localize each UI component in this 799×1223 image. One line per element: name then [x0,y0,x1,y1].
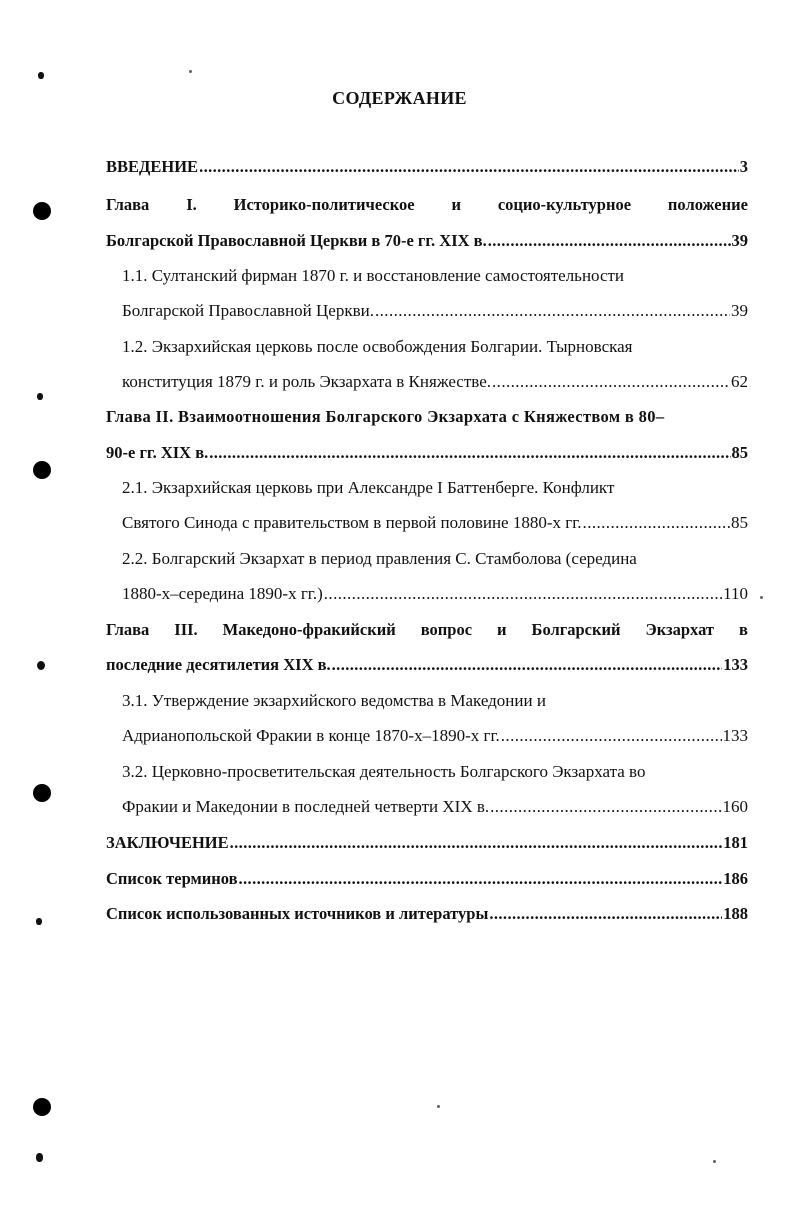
toc-entry-text: 1880-х–середина 1890-х гг.) [122,584,323,603]
toc-entry-2-2[interactable] [122,583,748,605]
binder-hole [33,1098,51,1116]
toc-entry-2-1[interactable] [122,512,748,534]
toc-entry-1-2-line1[interactable] [122,336,748,358]
toc-leader-dots [239,868,723,890]
toc-entry-3-1[interactable] [122,725,748,747]
toc-word: Болгарский [531,620,621,639]
scan-speck [437,1105,440,1108]
toc-word: Историко-политическое [233,195,415,214]
toc-entry-text: Болгарской Православной Церкви в 70-е гг. XIX в. [106,231,487,250]
toc-entry-2-2-line1[interactable] [122,548,748,570]
toc-leader-dots [492,371,730,393]
toc-page-number: 181 [723,833,748,852]
toc-word: социо-культурное [497,195,632,214]
toc-entry-1-2[interactable] [122,371,748,393]
toc-entry-text: ВВЕДЕНИЕ [106,157,199,176]
toc-entry-text: 2.1. Экзархийская церковь при Александре I Баттенберге. Конфликт [122,478,615,497]
toc-entry-text: Список использованных источников и литературы [106,904,489,923]
toc-entry-bibliography[interactable] [106,903,748,925]
toc-page-number: 186 [723,869,748,888]
toc-page-number: 85 [731,513,748,532]
toc-entry-text: 1.1. Султанский фирман 1870 г. и восстановление самостоятельности [122,266,625,285]
toc-entry-text: Список терминов [106,869,238,888]
toc-page-number: 85 [731,443,748,462]
toc-entry-3-2-line1[interactable] [122,761,748,783]
toc-entry-text: 3.1. Утверждение экзархийского ведомства в Македонии и [122,691,546,710]
toc-word: вопрос [420,620,473,639]
toc-page-number: 62 [731,372,748,391]
binder-hole [33,202,51,220]
toc-leader-dots [324,583,722,605]
toc-entry-text: 90-е гг. XIX в. [106,443,209,462]
toc-entry-3-2[interactable] [122,796,748,818]
scan-speck [36,918,42,925]
toc-page-number: 160 [722,797,748,816]
toc-word: Глава [106,195,150,214]
toc-leader-dots [230,832,723,854]
toc-page-number: 39 [731,231,748,250]
toc-page-number: 110 [723,584,748,603]
toc-entry-chapter-3[interactable] [106,654,748,676]
toc-entry-chapter-1[interactable] [106,230,748,252]
toc-word: в [738,620,748,639]
toc-entry-text: 1.2. Экзархийская церковь после освобождения Болгарии. Тырновская [122,337,633,356]
toc-page-number: 3 [739,157,748,176]
toc-entry-text: последние десятилетия XIX в. [106,655,331,674]
scan-speck [189,70,192,73]
scan-speck [37,661,45,670]
toc-entry-glossary[interactable] [106,868,748,890]
toc-entry-text: ЗАКЛЮЧЕНИЕ [106,833,229,852]
toc-word: I. [186,195,197,214]
toc-leader-dots [488,230,731,252]
toc-entry-chapter-2-line1[interactable] [106,406,748,428]
toc-entry-1-1[interactable] [122,300,748,322]
toc-entry-text: 2.2. Болгарский Экзархат в период правления С. Стамболова (середина [122,549,637,568]
scan-speck [760,596,763,599]
toc-entry-chapter-1-line1[interactable] [106,194,748,216]
toc-entry-introduction[interactable] [106,156,748,178]
toc-entry-text: Глава II. Взаимоотношения Болгарского Экзархата с Княжеством в 80– [106,407,665,426]
toc-page-number: 133 [723,655,748,674]
toc-leader-dots [375,300,730,322]
toc-entry-chapter-3-line1[interactable] [106,619,748,641]
toc-entry-text: 3.2. Церковно-просветительская деятельность Болгарского Экзархата во [122,762,646,781]
toc-word: Македоно-фракийский [222,620,396,639]
scan-speck [38,72,44,79]
toc-leader-dots [209,442,730,464]
toc-entry-1-1-line1[interactable] [122,265,748,287]
toc-word: и [451,195,461,214]
toc-leader-dots [501,725,722,747]
binder-hole [33,461,51,479]
scan-speck [36,1153,43,1162]
scan-speck [713,1160,716,1163]
binder-hole [33,784,51,802]
scan-speck [37,393,43,400]
toc-page-number: 39 [731,301,748,320]
toc-leader-dots [199,156,739,178]
toc-word: и [497,620,507,639]
toc-leader-dots [583,512,730,534]
toc-entry-conclusion[interactable] [106,832,748,854]
toc-page-number: 133 [722,726,748,745]
toc-word: Глава [106,620,150,639]
toc-word: положение [667,195,748,214]
page-title: СОДЕРЖАНИЕ [332,88,467,108]
toc-word: Экзархат [645,620,714,639]
toc-leader-dots [332,654,723,676]
toc-entry-text: Адрианопольской Фракии в конце 1870-х–1890-х гг. [122,726,500,745]
toc-entry-text: конституция 1879 г. и роль Экзархата в Княжестве. [122,372,492,391]
toc-entry-3-1-line1[interactable] [122,690,748,712]
toc-entry-text: Болгарской Православной Церкви. [122,301,374,320]
toc-page-number: 188 [723,904,748,923]
toc-entry-2-1-line1[interactable] [122,477,748,499]
toc-entry-text: Святого Синода с правительством в первой половине 1880-х гг. [122,513,582,532]
toc-entry-chapter-2[interactable] [106,442,748,464]
toc-word: III. [174,620,198,639]
toc-leader-dots [489,903,722,925]
toc-entry-text: Фракии и Македонии в последней четверти XIX в. [122,797,490,816]
toc-leader-dots [490,796,721,818]
